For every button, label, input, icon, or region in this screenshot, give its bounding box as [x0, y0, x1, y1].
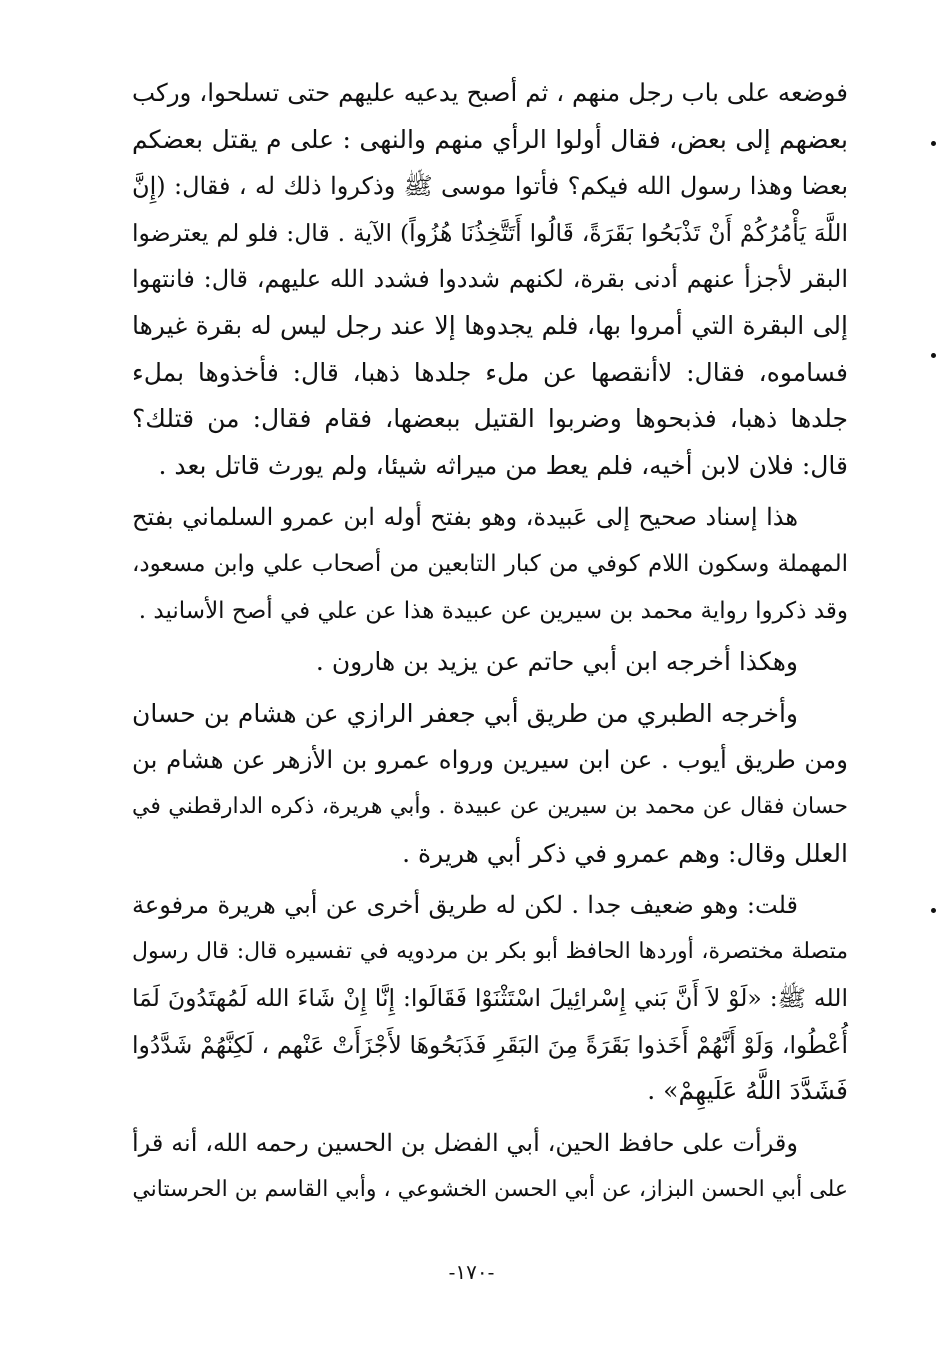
text-line: على أبي الحسن البزاز، عن أبي الحسن الخشوعي ، وأبي القاسم بن الحرستاني [132, 1176, 848, 1202]
page-body-text [132, 70, 848, 1213]
paragraph-tabari [132, 691, 848, 877]
text-line: البقر لأجزأ عنهم أدنى بقرة، لكنهم شددوا فشدد الله عليهم، قال: فانتهوا [132, 265, 848, 294]
text-line: قلت: وهو ضعيف جدا . لكن له طريق أخرى عن أبي هريرة مرفوعة [132, 891, 798, 920]
paragraph-cow-story [132, 70, 848, 489]
text-line: حسان فقال عن محمد بن سيرين عن عبيدة . وأبي هريرة، ذكره الدارقطني في [132, 793, 848, 819]
text-line: المهملة وسكون اللام كوفي من كبار التابعين من أصحاب علي وابن مسعود، [132, 550, 848, 577]
page-number: -١٧٠- [448, 1260, 495, 1284]
text-line: العلل وقال: وهم عمرو في ذكر أبي هريرة . [402, 838, 848, 868]
text-line: بعضهم إلى بعض، فقال أولوا الرأي منهم والنهى : على م يقتل بعضكم [132, 124, 848, 154]
text-line: وهكذا أخرجه ابن أبي حاتم عن يزيد بن هارون . [315, 647, 798, 677]
text-line: الله ﷺ: «لَوْ لاَ أَنَّ بَني إِسْرائِيلَ اسْتَثْنَوْا فَقَالَوا: إِنَّا إِنْ شَاءَ الله لَمُهتَدُونَ لَمَا [132, 984, 848, 1013]
text-line: فساموه، فقال: لاأنقصها عن ملء جلدها ذهبا، قال: فأخذوها بملء [132, 357, 848, 387]
text-line: وقد ذكروا رواية محمد بن سيرين عن عبيدة هذا عن علي في أصح الأسانيد . [138, 597, 848, 624]
paragraph-ibn-abi-hatim [132, 639, 848, 686]
paragraph-isnad-ubaydah [132, 494, 848, 634]
text-line: متصلة مختصرة، أوردها الحافظ أبو بكر بن مردويه في تفسيره قال: قال رسول [132, 938, 848, 964]
text-line: بعضا وهذا رسول الله فيكم؟ فأتوا موسى ﷺ وذكروا ذلك له ، فقال: (إِنَّ [132, 172, 848, 201]
text-line: فَشَدَّدَ اللَّهُ عَلَيهِمْ» . [647, 1076, 848, 1106]
text-line: اللَّهَ يَأْمُرُكُمْ أَنْ تَذْبَحُوا بَقَرَةً، قَالُوا أَتَتَّخِذُنَا هُزُواً) الآية . قال: فلو لم يعترضوا [132, 218, 848, 247]
text-line: قال: فلان لابن أخيه، فلم يعط من ميراثه شيئا، ولم يورث قاتل بعد . [158, 450, 848, 480]
margin-mark [931, 353, 936, 358]
paragraph-ibn-mardawayh-hadith [132, 882, 848, 1115]
text-line: هذا إسناد صحيح إلى عَبيدة، وهو بفتح أوله ابن عمرو السلماني بفتح [132, 503, 798, 532]
paragraph-chain-reading [132, 1120, 848, 1213]
text-line: إلى البقرة التي أمروا بها، فلم يجدوها إلا عند رجل ليس له بقرة غيرها [132, 310, 848, 340]
text-line: فوضعه على باب رجل منهم ، ثم أصبح يدعيه عليهم حتى تسلحوا، وركب [132, 78, 848, 107]
margin-mark [931, 141, 936, 146]
margin-mark [931, 908, 936, 913]
text-line: وقرأت على حافظ الحين، أبي الفضل بن الحسين رحمه الله، أنه قرأ [132, 1129, 798, 1158]
text-line: جلدها ذهبا، فذبحوها وضربوا القتيل ببعضها، فقام فقال: من قتلك؟ [132, 404, 848, 434]
text-line: ومن طريق أيوب . عن ابن سيرين ورواه عمرو بن الأزهر عن هشام بن [132, 745, 848, 775]
text-line: أُعْطُوا، وَلَوْ أَنَّهُمْ أَخَذوا بَقَرَةً مِنَ البَقَرِ فَذَبَحُوهَا لأَجْزَأَتْ عَنْهم ، لَكِنَّهُمْ شَدَّدُوا [132, 1030, 848, 1059]
text-line: وأخرجه الطبري من طريق أبي جعفر الرازي عن هشام بن حسان [132, 698, 798, 728]
